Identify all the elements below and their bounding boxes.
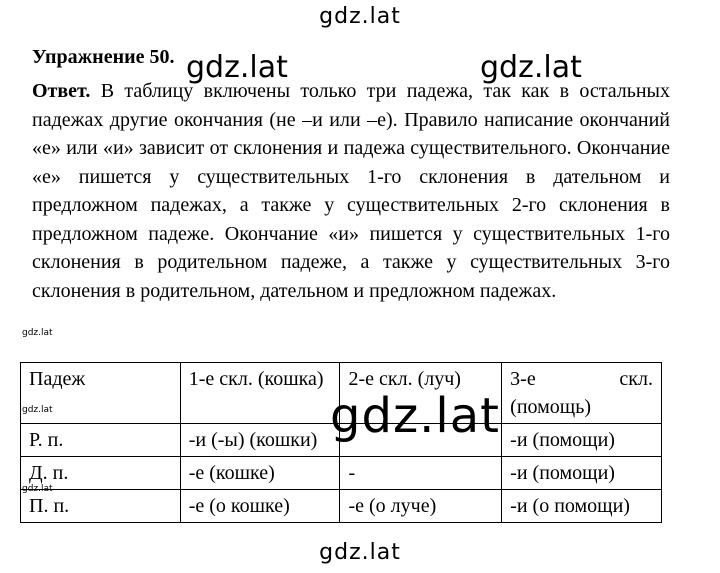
watermark-top: gdz.lat — [319, 4, 401, 29]
cell-decl1: -е (о кошке) — [180, 490, 340, 523]
cell-decl1: -и (-ы) (кошки) — [180, 424, 340, 457]
table-row — [21, 457, 662, 490]
header-decl3-abbr: скл. — [619, 368, 653, 390]
cell-case: П. п. — [21, 490, 181, 523]
cell-decl2: -е (о луче) — [340, 490, 502, 523]
watermark-mid-left: gdz.lat — [186, 50, 288, 85]
watermark-tiny: gdz.lat — [22, 405, 53, 415]
header-decl3 — [502, 363, 662, 424]
table-row — [21, 490, 662, 523]
cell-decl3: -и (помощи) — [502, 457, 662, 490]
answer-text: В таблицу включены только три падежа, так как в остальных падежах другие окончания (не –и или –е). Правило написание окончаний «е» или «и» зависит от склонения и падежа существительного. Окончание «е» пишется у существительных 1-го склонения в дательном и предложном падежах, а также у существительных 2-го склонения в предложном падеже. Окончание «и» пишется у существительных 1-го склонения в родительном падеже, а также у существительных 3-го склонения в родительном, дательном и предложном падежах. — [32, 80, 670, 302]
watermark-bottom: gdz.lat — [319, 540, 401, 565]
answer-label: Ответ. — [32, 80, 91, 102]
cell-decl3: -и (помощи) — [502, 424, 662, 457]
watermark-center-big: gdz.lat — [330, 388, 500, 444]
header-decl1: 1-е скл. (кошка) — [180, 363, 340, 424]
cell-decl3: -и (о помощи) — [502, 490, 662, 523]
cell-case: Д. п. — [21, 457, 181, 490]
answer-paragraph — [32, 77, 670, 305]
header-decl3-num: 3-е — [510, 368, 536, 390]
cell-decl2: - — [340, 457, 502, 490]
header-case: Падеж — [21, 363, 181, 424]
watermark-mid-right: gdz.lat — [480, 50, 582, 85]
header-decl3-example: (помощь) — [510, 396, 591, 418]
cell-case: Р. п. — [21, 424, 181, 457]
watermark-tiny: gdz.lat — [22, 328, 53, 338]
header-decl2: 2-е скл. (луч) — [340, 363, 502, 424]
exercise-title: Упражнение 50. — [32, 46, 175, 68]
cell-decl1: -е (кошке) — [180, 457, 340, 490]
watermark-tiny: gdz.lat — [22, 484, 53, 494]
